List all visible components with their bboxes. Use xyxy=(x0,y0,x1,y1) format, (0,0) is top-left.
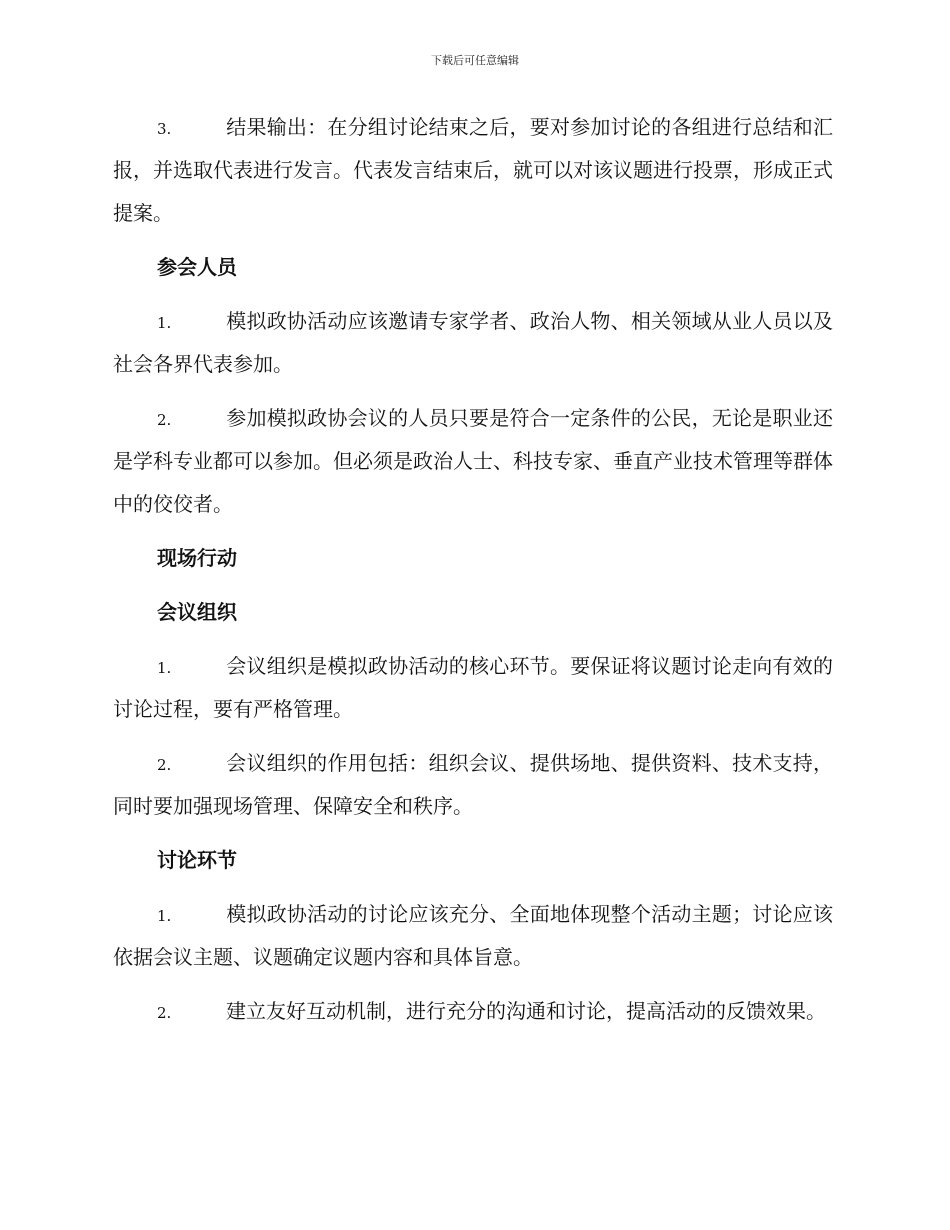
paragraph-text: 建立友好互动机制，进行充分的沟通和讨论，提高活动的反馈效果。 xyxy=(226,999,826,1023)
list-item xyxy=(113,990,833,1033)
document-body xyxy=(113,106,833,1044)
list-number: 1. xyxy=(157,659,172,677)
paragraph-text: 结果输出：在分组讨论结束之后，要对参加讨论的各组进行总结和汇报，并选取代表进行发言。代表发言结束后，就可以对该议题进行投票，形成正式提案。 xyxy=(113,115,833,225)
section-heading: 会议组织 xyxy=(157,600,237,624)
list-item xyxy=(113,106,833,235)
list-item xyxy=(113,300,833,386)
paragraph-text: 模拟政协活动应该邀请专家学者、政治人物、相关领域从业人员以及社会各界代表参加。 xyxy=(113,309,833,376)
section-heading: 讨论环节 xyxy=(157,848,237,872)
paragraph-text: 会议组织是模拟政协活动的核心环节。要保证将议题讨论走向有效的讨论过程，要有严格管理。 xyxy=(113,654,833,721)
section-heading: 现场行动 xyxy=(157,546,237,570)
list-item xyxy=(113,893,833,979)
list-number: 2. xyxy=(157,411,172,429)
paragraph-text: 模拟政协活动的讨论应该充分、全面地体现整个活动主题；讨论应该依据会议主题、议题确定议题内容和具体旨意。 xyxy=(113,902,833,969)
list-item xyxy=(113,645,833,731)
list-number: 3. xyxy=(157,120,172,138)
page-header: 下载后可任意编辑 xyxy=(431,54,519,67)
list-number: 1. xyxy=(157,907,172,925)
paragraph-text: 参加模拟政协会议的人员只要是符合一定条件的公民，无论是职业还是学科专业都可以参加。但必须是政治人士、科技专家、垂直产业技术管理等群体中的佼佼者。 xyxy=(113,406,833,516)
section-heading: 参会人员 xyxy=(157,255,237,279)
list-number: 1. xyxy=(157,314,172,332)
list-item xyxy=(113,742,833,828)
list-number: 2. xyxy=(157,756,172,774)
list-number: 2. xyxy=(157,1004,172,1022)
list-item xyxy=(113,397,833,526)
paragraph-text: 会议组织的作用包括：组织会议、提供场地、提供资料、技术支持，同时要加强现场管理、保障安全和秩序。 xyxy=(113,751,833,818)
